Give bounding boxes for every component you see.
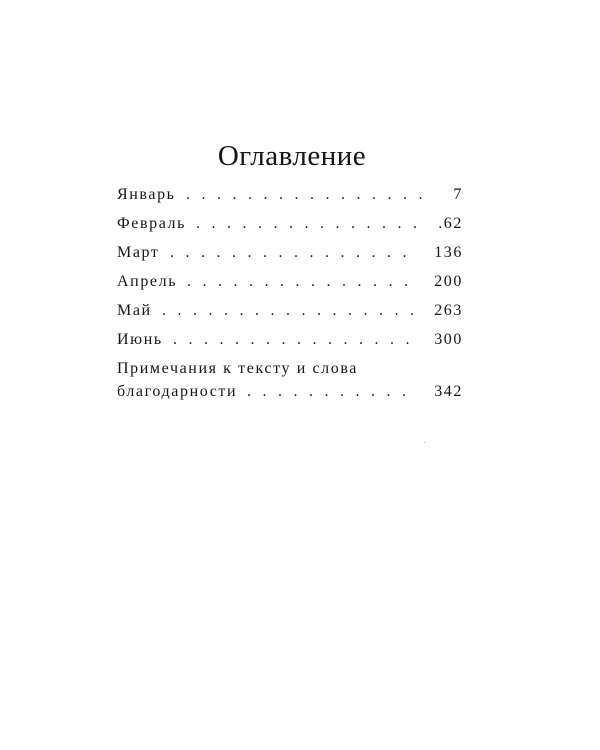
toc-entry: [117, 238, 463, 267]
toc-entry-label-line1: Примечания к тексту и слова: [117, 360, 358, 377]
toc-entry: [117, 267, 463, 296]
toc-entry-page: 200: [434, 273, 463, 290]
toc-entry: [117, 209, 463, 238]
dot-leader: ................: [170, 244, 418, 261]
toc-entry-label: Июнь: [117, 331, 163, 348]
toc-entry-label: Февраль: [117, 215, 187, 232]
dot-leader: ...............: [187, 273, 420, 290]
toc-entry-label: Март: [117, 244, 160, 261]
toc-entry-page: .62: [438, 215, 463, 232]
toc-entry-page: 263: [434, 302, 463, 319]
table-of-contents: [117, 180, 463, 406]
dot-leader: .................: [162, 302, 426, 319]
toc-entry: [117, 354, 463, 406]
paper-speck: [424, 442, 425, 443]
dot-leader: ...............: [196, 215, 429, 232]
toc-entry-label: Май: [117, 302, 152, 319]
page-title: Оглавление: [217, 140, 367, 172]
toc-entry-label: Апрель: [117, 273, 178, 290]
toc-entry: [117, 325, 463, 354]
toc-entry-page: 136: [434, 244, 463, 261]
toc-entry-page: 7: [453, 186, 463, 203]
dot-leader: ................: [186, 186, 434, 203]
toc-entry: [117, 296, 463, 325]
toc-entry-page: 342: [434, 383, 463, 400]
dot-leader: ................: [173, 331, 421, 348]
toc-entry: [117, 180, 463, 209]
toc-entry-page: 300: [434, 331, 463, 348]
toc-entry-label-line2: благодарности: [117, 383, 238, 400]
toc-entry-label: Январь: [117, 186, 176, 203]
dot-leader: ...........: [247, 383, 418, 400]
